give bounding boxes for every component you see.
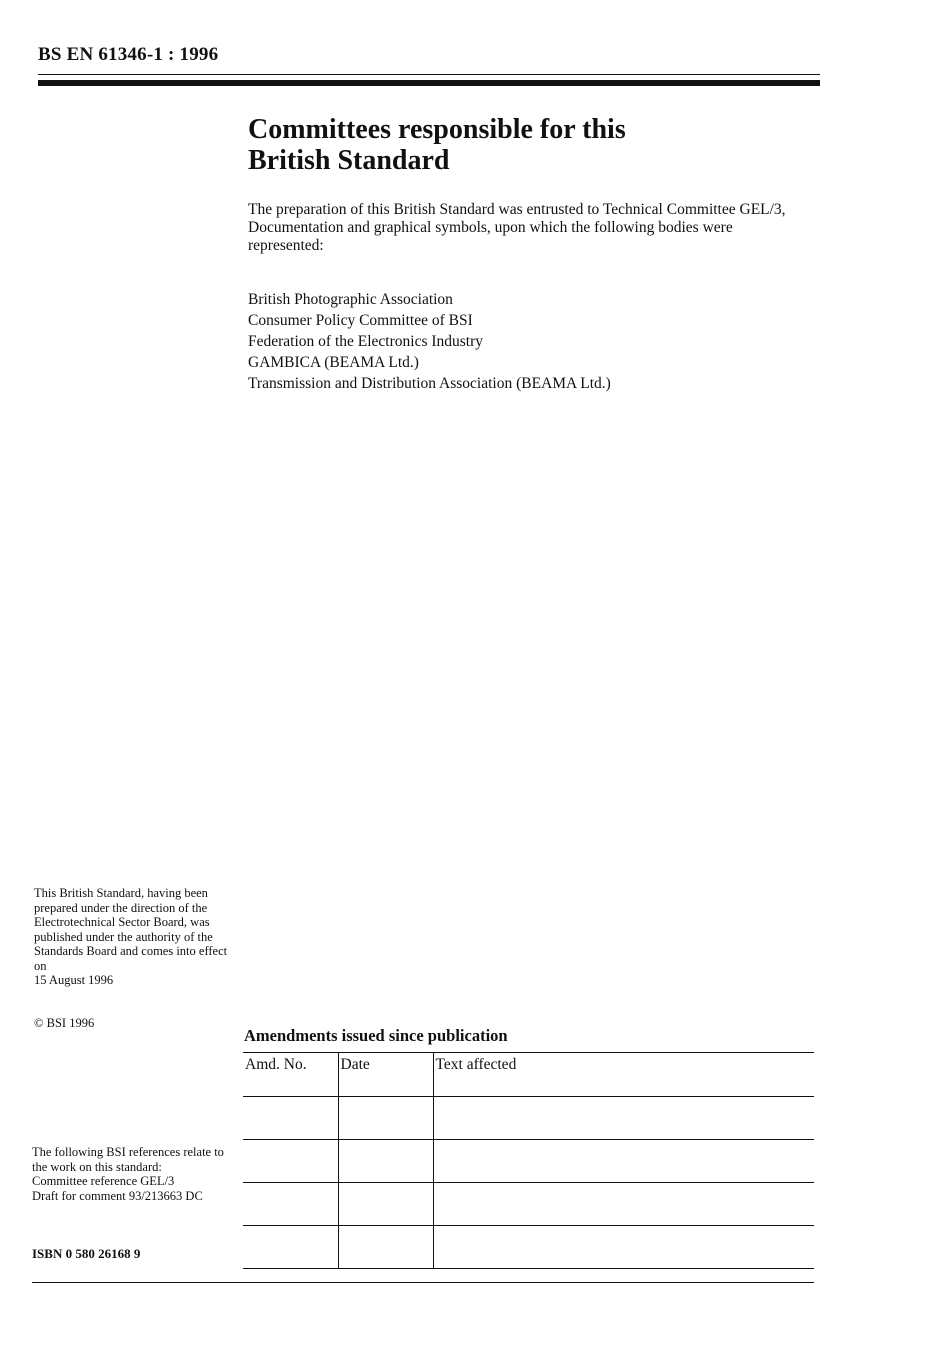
publication-note xyxy=(34,886,234,988)
table-row xyxy=(243,1226,814,1269)
list-item: Federation of the Electronics Industry xyxy=(248,333,484,350)
header-rule-thick xyxy=(38,80,820,86)
footer-rule xyxy=(32,1282,814,1283)
table-cell xyxy=(338,1183,433,1226)
table-cell xyxy=(243,1183,338,1226)
table-cell xyxy=(338,1226,433,1269)
list-item: Transmission and Distribution Association (BEAMA Ltd.) xyxy=(248,375,611,392)
draft-reference: Draft for comment 93/213663 DC xyxy=(32,1188,203,1203)
page-title xyxy=(248,114,808,176)
table-cell xyxy=(243,1226,338,1269)
title-line-1: Committees responsible for this xyxy=(248,114,626,145)
table-cell xyxy=(433,1183,814,1226)
table-cell xyxy=(243,1097,338,1140)
represented-bodies-list xyxy=(248,289,808,394)
publication-note-text: This British Standard, having been prepared under the direction of the Electrotechnical Sector Board, was published under the authority of the Standards Board and comes into effect on xyxy=(34,886,228,973)
isbn: ISBN 0 580 26168 9 xyxy=(32,1246,141,1261)
publication-date: 15 August 1996 xyxy=(34,973,114,987)
table-cell xyxy=(433,1226,814,1269)
column-header-text-affected: Text affected xyxy=(433,1053,814,1097)
bsi-references xyxy=(32,1145,237,1203)
table-cell xyxy=(433,1140,814,1183)
table-cell xyxy=(338,1140,433,1183)
amendments-table xyxy=(243,1052,814,1269)
table-header-row xyxy=(243,1053,814,1097)
table-row xyxy=(243,1140,814,1183)
column-header-date: Date xyxy=(338,1053,433,1097)
header-rule-thin xyxy=(38,74,820,75)
table-cell xyxy=(433,1097,814,1140)
amendments-heading: Amendments issued since publication xyxy=(244,1026,508,1045)
list-item: GAMBICA (BEAMA Ltd.) xyxy=(248,354,419,371)
title-line-2: British Standard xyxy=(248,145,450,176)
list-item: Consumer Policy Committee of BSI xyxy=(248,312,473,329)
intro-paragraph: The preparation of this British Standard was entrusted to Technical Committee GEL/3, Documentation and graphical symbols, upon which the following bodies were represented: xyxy=(248,201,786,254)
table-row xyxy=(243,1183,814,1226)
table-row xyxy=(243,1097,814,1140)
document-reference: BS EN 61346-1 : 1996 xyxy=(38,44,219,65)
table-cell xyxy=(243,1140,338,1183)
references-intro: The following BSI references relate to the work on this standard: xyxy=(32,1145,224,1174)
copyright-notice: © BSI 1996 xyxy=(34,1016,95,1030)
column-header-amd-no: Amd. No. xyxy=(243,1053,338,1097)
committee-reference: Committee reference GEL/3 xyxy=(32,1174,175,1188)
list-item: British Photographic Association xyxy=(248,291,453,308)
table-cell xyxy=(338,1097,433,1140)
